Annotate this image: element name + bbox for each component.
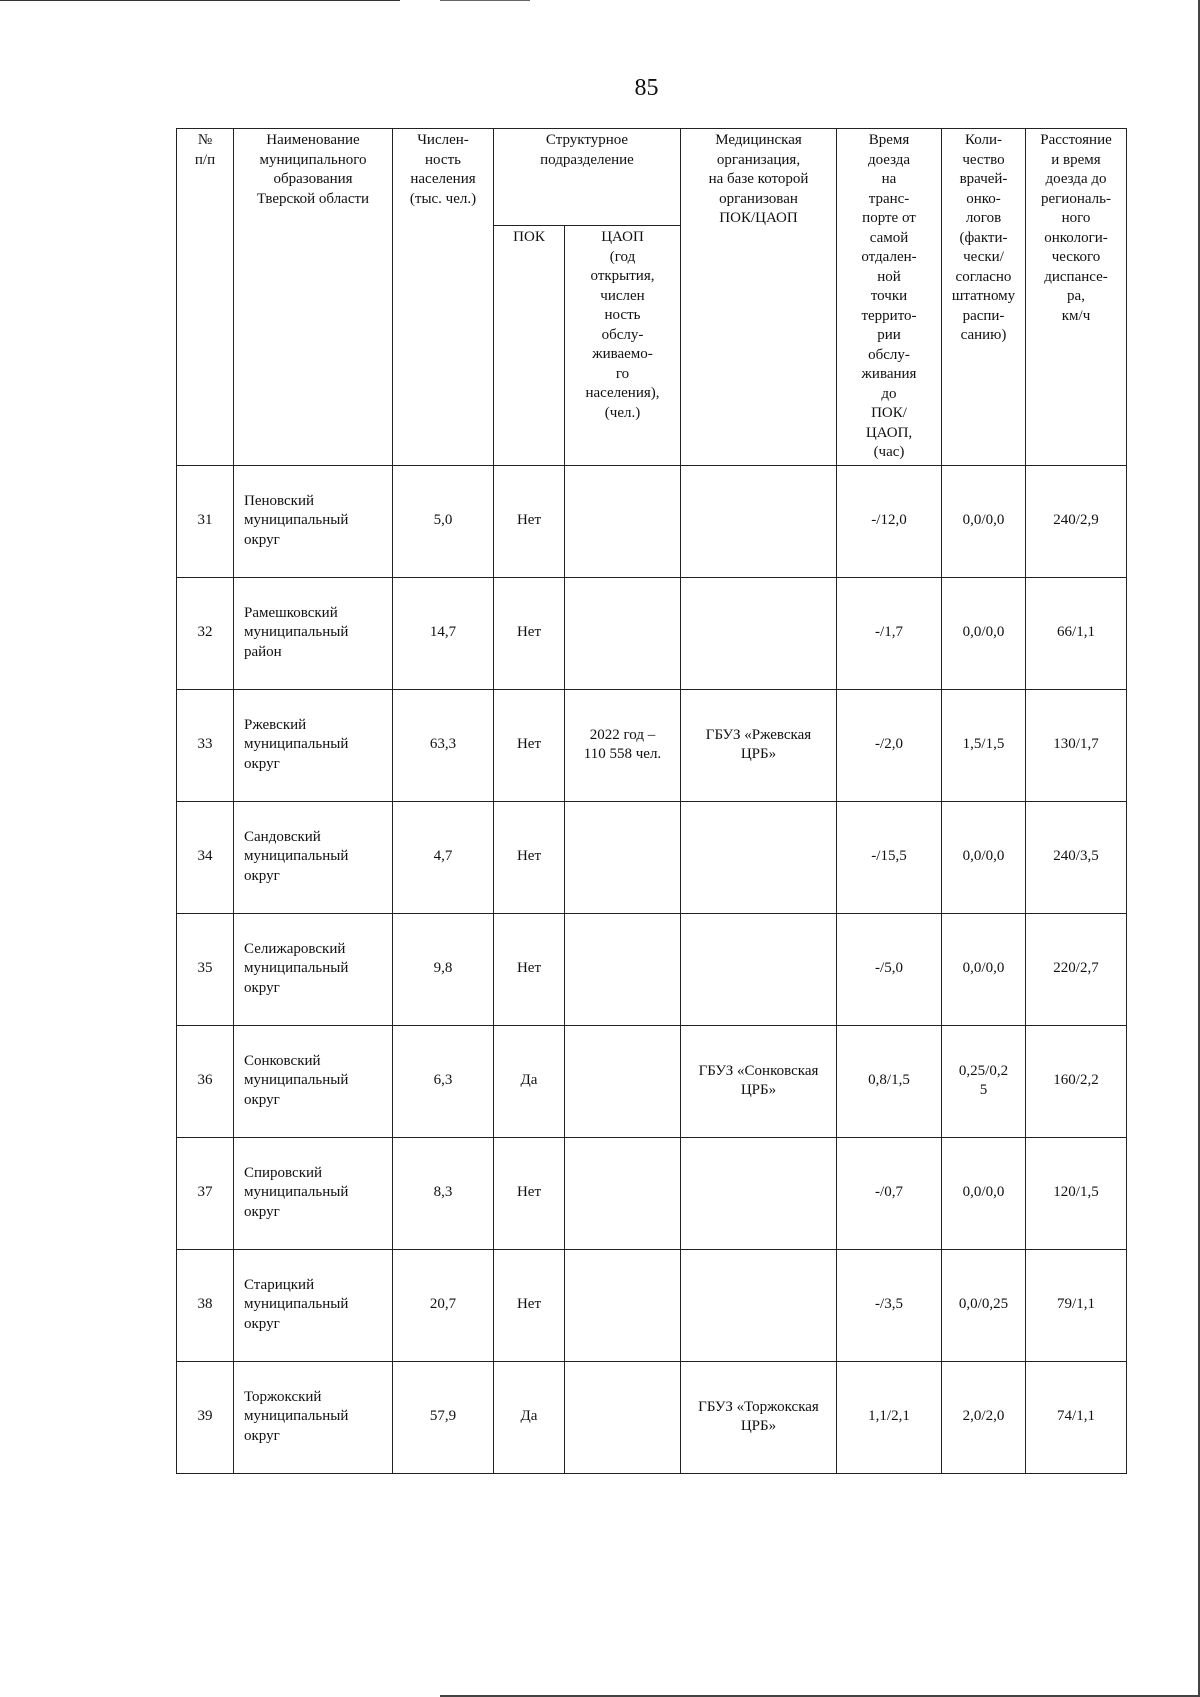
- oncologists-count: 0,25/0,2 5: [942, 1025, 1026, 1137]
- table-row: [177, 1249, 1127, 1361]
- table-row: [177, 913, 1127, 1025]
- distance-to-dispensary: 74/1,1: [1026, 1361, 1127, 1473]
- pok-status: Да: [494, 1025, 565, 1137]
- header-medorg: Медицинская организация, на базе которой организован ПОК/ЦАОП: [681, 129, 837, 466]
- travel-time: 0,8/1,5: [837, 1025, 942, 1137]
- population: 4,7: [393, 801, 494, 913]
- population: 57,9: [393, 1361, 494, 1473]
- row-number: 35: [177, 913, 234, 1025]
- distance-to-dispensary: 120/1,5: [1026, 1137, 1127, 1249]
- row-number: 34: [177, 801, 234, 913]
- oncologists-count: 0,0/0,0: [942, 577, 1026, 689]
- header-time: Время доезда на транс- порте от самой отдален- ной точки террито- рии обслу- живания до ПОК/ ЦАОП, (час): [837, 129, 942, 466]
- header-pok: ПОК: [494, 226, 565, 465]
- row-number: 38: [177, 1249, 234, 1361]
- row-number: 33: [177, 689, 234, 801]
- table-body: [177, 465, 1127, 1473]
- oncologists-count: 0,0/0,0: [942, 465, 1026, 577]
- row-number: 37: [177, 1137, 234, 1249]
- caop-info: [565, 577, 681, 689]
- medical-organization: [681, 1249, 837, 1361]
- scan-border-top-left: [0, 0, 400, 3]
- distance-to-dispensary: 240/3,5: [1026, 801, 1127, 913]
- population: 63,3: [393, 689, 494, 801]
- travel-time: -/3,5: [837, 1249, 942, 1361]
- scan-border-top-mid: [440, 0, 530, 2]
- medical-organization: [681, 913, 837, 1025]
- medical-organization: [681, 1137, 837, 1249]
- population: 5,0: [393, 465, 494, 577]
- distance-to-dispensary: 66/1,1: [1026, 577, 1127, 689]
- row-number: 32: [177, 577, 234, 689]
- header-population: Числен- ность населения (тыс. чел.): [393, 129, 494, 466]
- row-number: 31: [177, 465, 234, 577]
- municipality-name: Старицкий муниципальный округ: [234, 1249, 393, 1361]
- pok-status: Нет: [494, 801, 565, 913]
- distance-to-dispensary: 130/1,7: [1026, 689, 1127, 801]
- pok-status: Нет: [494, 913, 565, 1025]
- oncologists-count: 1,5/1,5: [942, 689, 1026, 801]
- pok-status: Нет: [494, 1249, 565, 1361]
- municipality-name: Торжокский муниципальный округ: [234, 1361, 393, 1473]
- distance-to-dispensary: 79/1,1: [1026, 1249, 1127, 1361]
- medical-organization: ГБУЗ «Ржевская ЦРБ»: [681, 689, 837, 801]
- oncologists-count: 2,0/2,0: [942, 1361, 1026, 1473]
- medical-organization: ГБУЗ «Сонковская ЦРБ»: [681, 1025, 837, 1137]
- caop-info: 2022 год – 110 558 чел.: [565, 689, 681, 801]
- distance-to-dispensary: 240/2,9: [1026, 465, 1127, 577]
- travel-time: 1,1/2,1: [837, 1361, 942, 1473]
- header-num: № п/п: [177, 129, 234, 466]
- distance-to-dispensary: 160/2,2: [1026, 1025, 1127, 1137]
- header-doctors: Коли- чество врачей- онко- логов (факти- чески/ согласно штатному распи- санию): [942, 129, 1026, 466]
- population: 6,3: [393, 1025, 494, 1137]
- pok-status: Да: [494, 1361, 565, 1473]
- header-distance: Расстояние и время доезда до региональ- ного онкологи- ческого диспансе- ра, км/ч: [1026, 129, 1127, 466]
- medical-organization: [681, 465, 837, 577]
- municipality-name: Селижаровский муниципальный округ: [234, 913, 393, 1025]
- population: 14,7: [393, 577, 494, 689]
- municipality-name: Ржевский муниципальный округ: [234, 689, 393, 801]
- caop-info: [565, 913, 681, 1025]
- pok-status: Нет: [494, 689, 565, 801]
- municipality-name: Пеновский муниципальный округ: [234, 465, 393, 577]
- table-row: [177, 1361, 1127, 1473]
- header-name: Наименование муниципального образования Тверской области: [234, 129, 393, 466]
- table-row: [177, 689, 1127, 801]
- oncologists-count: 0,0/0,25: [942, 1249, 1026, 1361]
- medical-organization: ГБУЗ «Торжокская ЦРБ»: [681, 1361, 837, 1473]
- pok-status: Нет: [494, 1137, 565, 1249]
- page-number: 85: [634, 75, 659, 101]
- distance-to-dispensary: 220/2,7: [1026, 913, 1127, 1025]
- oncologists-count: 0,0/0,0: [942, 913, 1026, 1025]
- municipality-name: Сандовский муниципальный округ: [234, 801, 393, 913]
- caop-info: [565, 1249, 681, 1361]
- pok-status: Нет: [494, 577, 565, 689]
- header-caop: ЦАОП (год открытия, числен ность обслу- живаемо- го населения), (чел.): [565, 226, 681, 465]
- row-number: 39: [177, 1361, 234, 1473]
- table-row: [177, 465, 1127, 577]
- caop-info: [565, 801, 681, 913]
- table-row: [177, 577, 1127, 689]
- population: 20,7: [393, 1249, 494, 1361]
- caop-info: [565, 1361, 681, 1473]
- oncologists-count: 0,0/0,0: [942, 801, 1026, 913]
- caop-info: [565, 1137, 681, 1249]
- population: 9,8: [393, 913, 494, 1025]
- table-row: [177, 801, 1127, 913]
- municipality-name: Рамешковский муниципальный район: [234, 577, 393, 689]
- travel-time: -/0,7: [837, 1137, 942, 1249]
- caop-info: [565, 465, 681, 577]
- municipality-name: Сонковский муниципальный округ: [234, 1025, 393, 1137]
- medical-organization: [681, 577, 837, 689]
- oncologists-count: 0,0/0,0: [942, 1137, 1026, 1249]
- travel-time: -/1,7: [837, 577, 942, 689]
- pok-status: Нет: [494, 465, 565, 577]
- table-row: [177, 1137, 1127, 1249]
- population: 8,3: [393, 1137, 494, 1249]
- municipality-name: Спировский муниципальный округ: [234, 1137, 393, 1249]
- travel-time: -/15,5: [837, 801, 942, 913]
- travel-time: -/12,0: [837, 465, 942, 577]
- row-number: 36: [177, 1025, 234, 1137]
- table-row: [177, 1025, 1127, 1137]
- header-struct: Структурное подразделение: [494, 129, 681, 226]
- travel-time: -/2,0: [837, 689, 942, 801]
- travel-time: -/5,0: [837, 913, 942, 1025]
- medical-organization: [681, 801, 837, 913]
- caop-info: [565, 1025, 681, 1137]
- oncology-table: [176, 128, 1127, 1474]
